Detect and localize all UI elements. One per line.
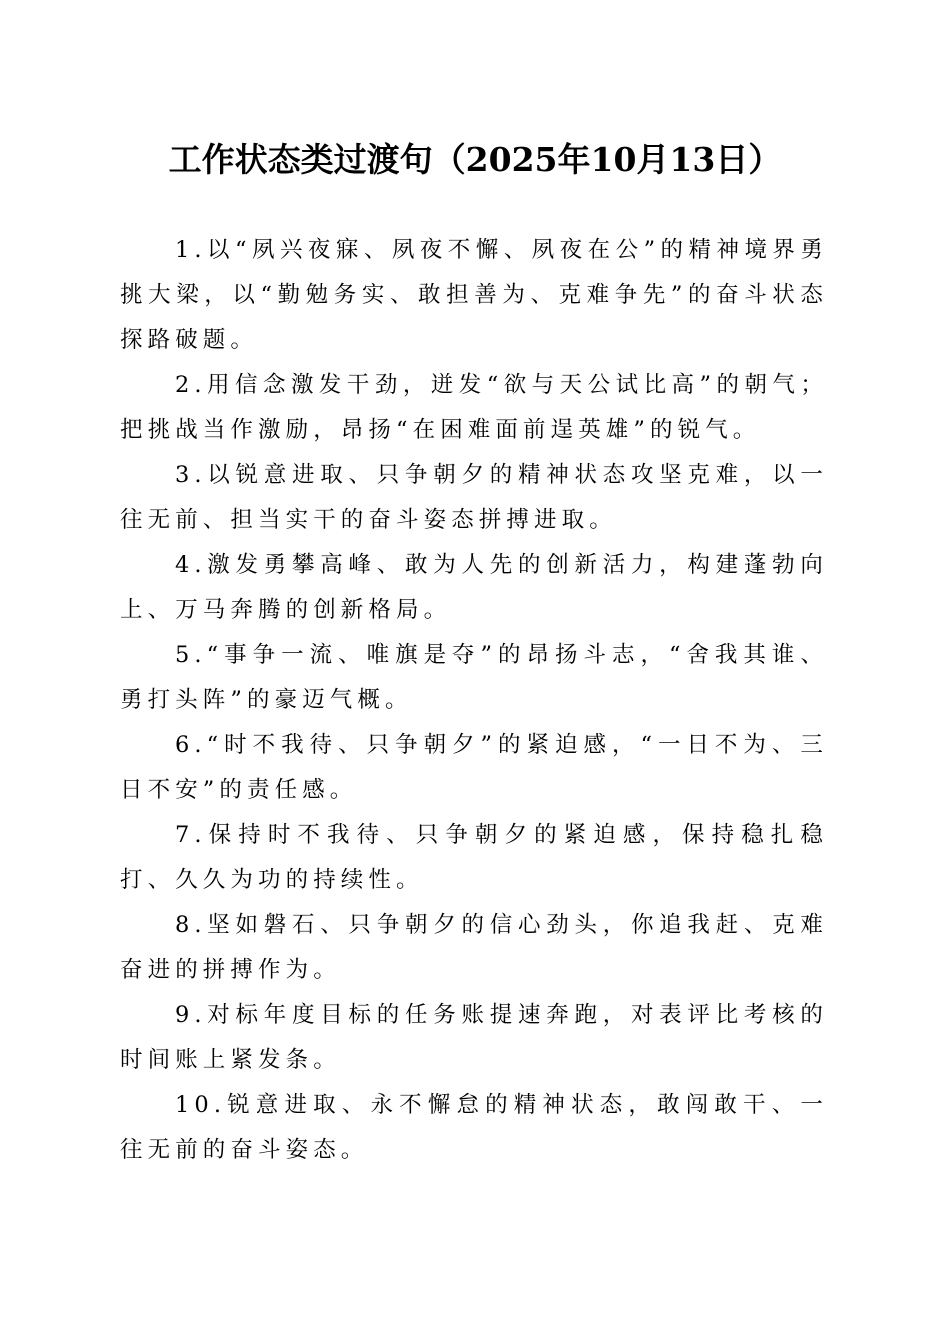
- paragraph-5: 5.“事争一流、唯旗是夺”的昂扬斗志，“舍我其谁、勇打头阵”的豪迈气概。: [120, 642, 828, 713]
- paragraph-10: 10.锐意进取、永不懈怠的精神状态，敢闯敢干、一往无前的奋斗姿态。: [120, 1092, 828, 1163]
- paragraph-1: 1.以“夙兴夜寐、夙夜不懈、夙夜在公”的精神境界勇挑大梁，以“勤勉务实、敢担善为、克难争先”的奋斗状态探路破题。: [120, 237, 828, 353]
- paragraph-9: 9.对标年度目标的任务账提速奔跑，对表评比考核的时间账上紧发条。: [120, 1002, 828, 1073]
- paragraph-7: 7.保持时不我待、只争朝夕的紧迫感，保持稳扎稳打、久久为功的持续性。: [120, 822, 828, 893]
- paragraph-6: 6.“时不我待、只争朝夕”的紧迫感，“一日不为、三日不安”的责任感。: [120, 732, 828, 803]
- paragraph-4: 4.激发勇攀高峰、敢为人先的创新活力，构建蓬勃向上、万马奔腾的创新格局。: [120, 552, 828, 623]
- document-title: 工作状态类过渡句（2025年10月13日）: [168, 140, 782, 179]
- document-body: [120, 228, 828, 1173]
- paragraph-3: 3.以锐意进取、只争朝夕的精神状态攻坚克难，以一往无前、担当实干的奋斗姿态拼搏进取。: [120, 462, 828, 533]
- paragraph-2: 2.用信念激发干劲，迸发“欲与天公试比高”的朝气；把挑战当作激励，昂扬“在困难面前逞英雄”的锐气。: [120, 372, 828, 443]
- paragraph-8: 8.坚如磐石、只争朝夕的信心劲头，你追我赶、克难奋进的拼搏作为。: [120, 912, 828, 983]
